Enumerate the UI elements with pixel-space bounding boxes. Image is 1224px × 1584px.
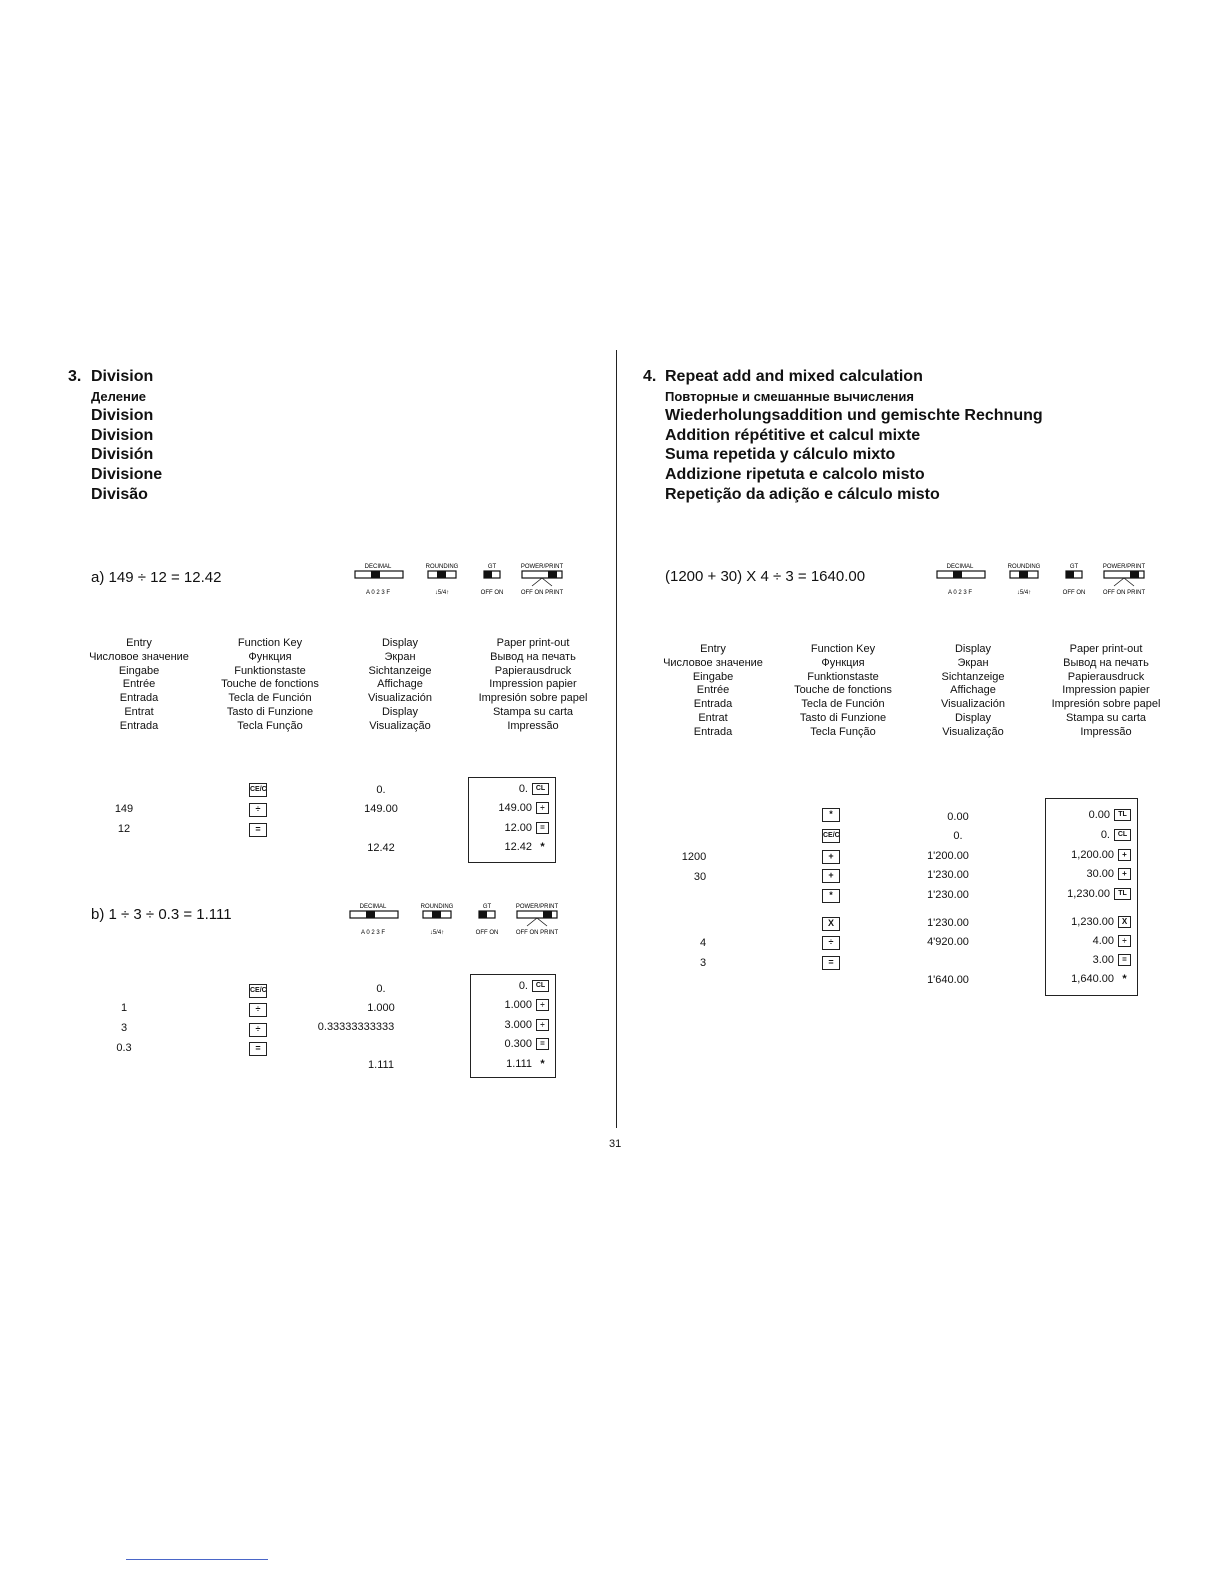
- power-label: POWER/PRINT: [520, 564, 564, 570]
- switch-panel-a-drawing: [350, 562, 580, 598]
- s4-header-entry: Entry Числовое значение Eingabe Entrée Entrada Entrat Entrada: [663, 643, 763, 738]
- s4-key-equals: =: [822, 956, 840, 970]
- b-display-3: 0.33333333333: [317, 1021, 395, 1033]
- a-display-2: 149.00: [364, 803, 398, 815]
- s4-key-plus-2: +: [822, 869, 840, 883]
- svg-text:↓5/4↑: ↓5/4↑: [1016, 590, 1032, 596]
- b-tape-row: 1.111 *: [506, 1058, 545, 1070]
- section-4-title-pt: Repetição da adição e cálculo misto: [665, 485, 940, 503]
- svg-text:DECIMAL: DECIMAL: [359, 904, 387, 910]
- s3-header-entry: Entry Числовое значение Eingabe Entrée Entrada Entrat Entrada: [89, 637, 189, 732]
- b-tape-row: 0.300 =: [504, 1038, 549, 1050]
- b-entry-3: 0.3: [116, 1042, 132, 1054]
- b-entry-2: 3: [120, 1022, 128, 1034]
- s4-tape-row: 3.00 =: [1093, 954, 1131, 966]
- rounding-label: ROUNDING: [425, 564, 459, 570]
- s4-tape-row: 1,230.00 X: [1071, 916, 1131, 928]
- s4-display-7: 4'920.00: [927, 936, 969, 948]
- b-key-divide-2: ÷: [249, 1023, 267, 1037]
- s4-tape-row: 0.00 TL: [1089, 809, 1131, 821]
- s4-display-3: 1'200.00: [927, 850, 969, 862]
- section-3-title-it: Divisione: [91, 465, 163, 483]
- b-display-2: 1.000: [367, 1002, 395, 1014]
- section-3-title-ru: Деление: [91, 388, 147, 404]
- s4-tape-row: 1,200.00 +: [1071, 849, 1131, 861]
- section-3-title-es: División: [91, 446, 154, 464]
- power-ticks: OFF ON PRINT: [520, 590, 564, 596]
- a-display-1: 0.: [376, 784, 386, 796]
- section-4-title-fr: Addition répétitive et calcul mixte: [665, 426, 921, 444]
- section-4-formula: (1200 + 30) X 4 ÷ 3 = 1640.00: [665, 568, 866, 585]
- svg-text:ROUNDING: ROUNDING: [1007, 564, 1041, 570]
- s4-display-8: 1'640.00: [927, 974, 969, 986]
- example-b-formula: b) 1 ÷ 3 ÷ 0.3 = 1.111: [91, 906, 232, 923]
- b-tape-row: 0. CL: [519, 980, 549, 992]
- svg-text:↓5/4↑: ↓5/4↑: [429, 930, 445, 936]
- s4-header-function-key: Function Key Функция Funktionstaste Touche de fonctions Tecla de Función Tasto di Funzione Tecla Função: [794, 643, 892, 738]
- a-key-equals: =: [249, 823, 267, 837]
- svg-text:ROUNDING: ROUNDING: [420, 904, 454, 910]
- a-tape-row: 0. CL: [519, 783, 549, 795]
- svg-text:GT: GT: [482, 904, 492, 910]
- b-key-equals: =: [249, 1042, 267, 1056]
- s4-tape-row: 4.00 ÷: [1093, 935, 1131, 947]
- s4-key-cec: CE/C: [822, 829, 840, 843]
- b-tape-row: 3.000 ÷: [504, 1019, 549, 1031]
- b-display-1: 0.: [376, 983, 386, 995]
- s4-key-total-2: *: [822, 889, 840, 903]
- s4-tape-row: 0. CL: [1101, 829, 1131, 841]
- section-3-number: 3.: [68, 368, 82, 385]
- a-tape-row: 12.00 =: [504, 822, 549, 834]
- svg-text:A 0 2 3 F: A 0 2 3 F: [360, 930, 386, 936]
- a-tape-row: 149.00 ÷: [498, 802, 549, 814]
- s4-key-multiply: X: [822, 917, 840, 931]
- a-entry-2: 12: [117, 823, 131, 835]
- b-entry-1: 1: [120, 1002, 128, 1014]
- svg-text:OFF ON PRINT: OFF ON PRINT: [515, 930, 559, 936]
- b-tape-row: 1.000 ÷: [504, 999, 549, 1011]
- rounding-ticks: ↓5/4↑: [434, 590, 450, 596]
- b-key-cec: CE/C: [249, 984, 267, 998]
- b-display-4: 1.111: [368, 1059, 394, 1071]
- b-paper-tape: [470, 974, 556, 1078]
- s4-tape-row: 30.00 +: [1086, 868, 1131, 880]
- switch-panel-a: [350, 562, 580, 598]
- s4-display-1: 0.00: [947, 811, 969, 823]
- svg-text:POWER/PRINT: POWER/PRINT: [515, 904, 559, 910]
- a-key-cec: CE/C: [249, 783, 267, 797]
- gt-ticks: OFF ON: [480, 590, 504, 596]
- s4-display-5: 1'230.00: [927, 889, 969, 901]
- b-key-divide-1: ÷: [249, 1003, 267, 1017]
- s4-key-plus-1: +: [822, 850, 840, 864]
- s4-key-divide: ÷: [822, 936, 840, 950]
- page-divider: [616, 350, 617, 1128]
- switch-panel-c: [932, 562, 1162, 598]
- svg-text:OFF ON: OFF ON: [1062, 590, 1086, 596]
- s4-header-display: Display Экран Sichtanzeige Affichage Visualización Display Visualização: [940, 643, 1005, 738]
- section-4-title-en: Repeat add and mixed calculation: [665, 368, 923, 385]
- svg-text:POWER/PRINT: POWER/PRINT: [1102, 564, 1146, 570]
- s4-entry-4: 3: [699, 957, 707, 969]
- section-3-titles: [91, 367, 162, 504]
- section-4-number: 4.: [643, 368, 657, 385]
- s4-display-2: 0.: [953, 830, 963, 842]
- s4-paper-tape: [1045, 798, 1138, 996]
- decimal-label: DECIMAL: [364, 564, 392, 570]
- decimal-ticks: A 0 2 3 F: [365, 590, 391, 596]
- section-4-title-es: Suma repetida y cálculo mixto: [665, 446, 896, 464]
- a-display-3: 12.42: [367, 842, 395, 854]
- s4-header-paper: Paper print-out Вывод на печать Papierausdruck Impression papier Impresión sobre papel Stampa su carta Impressão: [1051, 643, 1161, 738]
- switch-panel-c-drawing: [932, 562, 1162, 598]
- s4-tape-row: 1,640.00 *: [1071, 973, 1127, 985]
- section-4-title-ru: Повторные и смешанные вычисления: [665, 388, 914, 404]
- a-key-divide: ÷: [249, 803, 267, 817]
- s4-display-6: 1'230.00: [927, 917, 969, 929]
- a-tape-row: 12.42 *: [504, 841, 545, 853]
- svg-text:DECIMAL: DECIMAL: [946, 564, 974, 570]
- svg-text:A 0 2 3 F: A 0 2 3 F: [947, 590, 973, 596]
- a-paper-tape: [468, 777, 556, 863]
- s4-entry-3: 4: [699, 937, 707, 949]
- svg-text:GT: GT: [1069, 564, 1079, 570]
- s4-entry-1: 1200: [681, 851, 707, 863]
- switch-panel-b: [345, 902, 575, 938]
- section-3-title-fr: Division: [91, 426, 154, 444]
- section-3-title-de: Division: [91, 407, 154, 425]
- page-number: 31: [609, 1138, 622, 1150]
- section-3-title-en: Division: [91, 368, 154, 385]
- s3-header-function-key: Function Key Функция Funktionstaste Touche de fonctions Tecla de Función Tasto di Funzione Tecla Função: [221, 637, 319, 732]
- s4-display-4: 1'230.00: [927, 869, 969, 881]
- switch-panel-b-drawing: [345, 902, 575, 938]
- svg-text:OFF ON: OFF ON: [475, 930, 499, 936]
- s3-header-display: Display Экран Sichtanzeige Affichage Visualización Display Visualização: [367, 637, 432, 732]
- footer-rule: [126, 1559, 268, 1560]
- section-4-title-de: Wiederholungsaddition und gemischte Rechnung: [665, 407, 1043, 425]
- a-entry-1: 149: [114, 803, 134, 815]
- s4-entry-2: 30: [693, 871, 707, 883]
- gt-label: GT: [487, 564, 497, 570]
- section-4-titles: [665, 367, 1043, 504]
- svg-text:OFF ON PRINT: OFF ON PRINT: [1102, 590, 1146, 596]
- s4-tape-row: 1,230.00 TL: [1067, 888, 1131, 900]
- s3-header-paper: Paper print-out Вывод на печать Papierausdruck Impression papier Impresión sobre papel Stampa su carta Impressão: [478, 637, 588, 732]
- example-a-formula: a) 149 ÷ 12 = 12.42: [91, 569, 222, 586]
- section-3-title-pt: Divisão: [91, 485, 148, 503]
- section-4-title-it: Addizione ripetuta e calcolo misto: [665, 465, 925, 483]
- s4-key-total: *: [822, 808, 840, 822]
